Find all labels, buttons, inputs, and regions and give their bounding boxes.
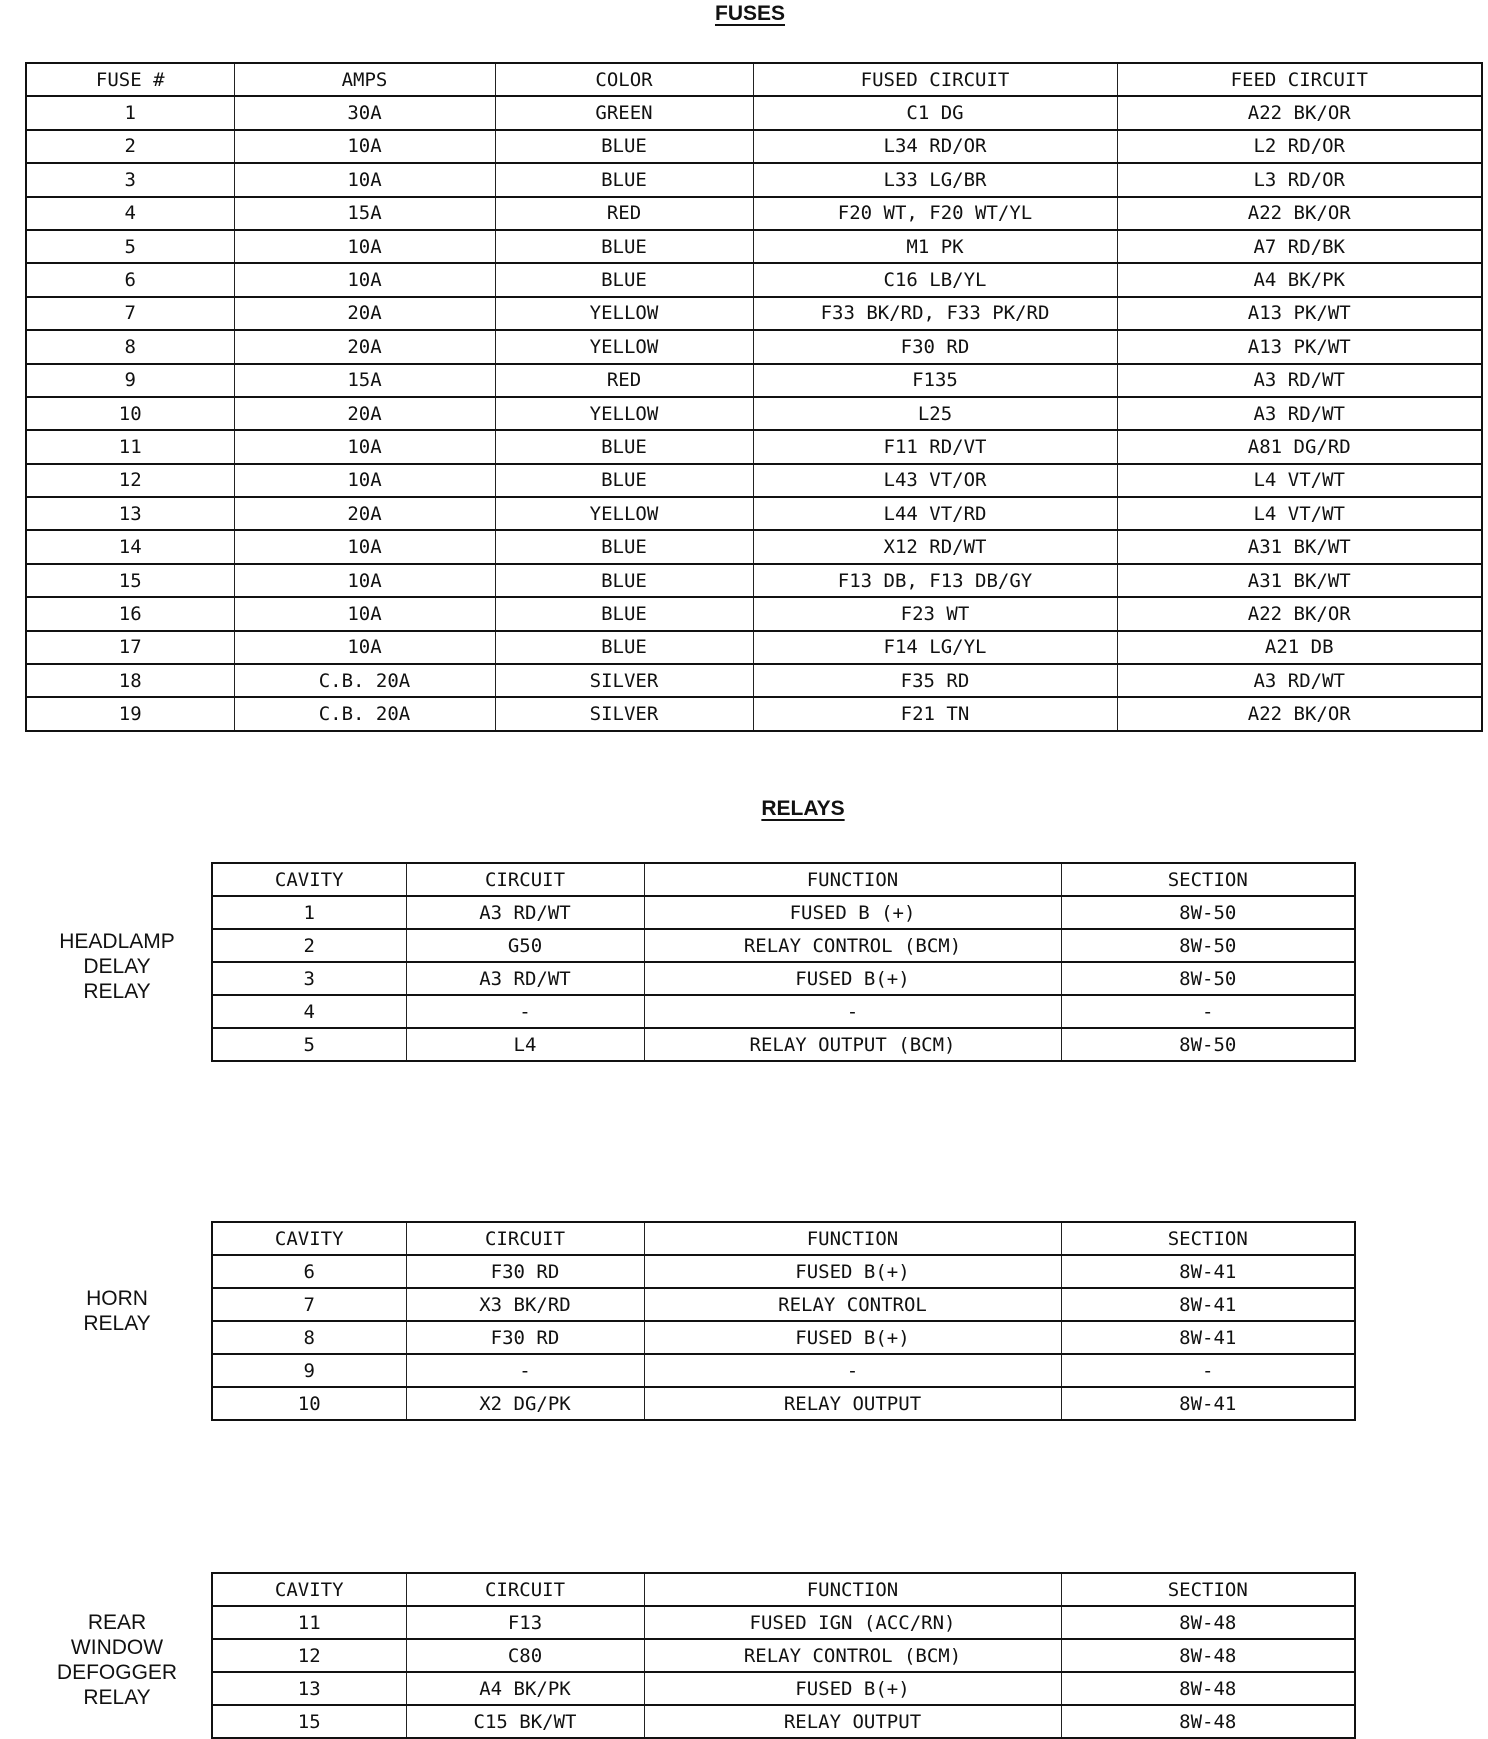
relay-cavity-cell: 11 (212, 1606, 406, 1639)
fuse-row (26, 297, 1482, 330)
relay-circuit-cell: - (406, 1354, 644, 1387)
relays-title: RELAYS (761, 797, 845, 820)
feed-circuit-cell: A22 BK/OR (1117, 697, 1482, 730)
relay-function-cell: FUSED B(+) (644, 1672, 1061, 1705)
fuse-amps-cell: 10A (234, 564, 495, 597)
fuse-row (26, 664, 1482, 697)
fuse-amps-cell: 10A (234, 597, 495, 630)
label-line: WINDOW (70, 1636, 164, 1659)
fuse-row (26, 197, 1482, 230)
fuses-col-amps: AMPS (234, 63, 495, 96)
fuses-table (25, 62, 1483, 732)
relay-section-cell: 8W-48 (1061, 1639, 1355, 1672)
feed-circuit-cell: A13 PK/WT (1117, 330, 1482, 363)
fuse-amps-cell: 10A (234, 230, 495, 263)
fuse-amps-cell: 10A (234, 430, 495, 463)
relay-circuit-cell: A3 RD/WT (406, 896, 644, 929)
fuse-amps-cell: C.B. 20A (234, 697, 495, 730)
relay-col-function: FUNCTION (644, 1573, 1061, 1606)
fuse-amps-cell: 10A (234, 263, 495, 296)
fuse-amps-cell: 10A (234, 631, 495, 664)
fused-circuit-cell: F35 RD (753, 664, 1117, 697)
feed-circuit-cell: A3 RD/WT (1117, 397, 1482, 430)
label-line: RELAY (83, 1686, 151, 1709)
fuse-row (26, 364, 1482, 397)
horn-relay-table (211, 1221, 1356, 1421)
fuse-amps-cell: 20A (234, 330, 495, 363)
relay-section-cell: 8W-50 (1061, 1028, 1355, 1061)
relay-section-cell: 8W-48 (1061, 1705, 1355, 1738)
fuse-color-cell: BLUE (495, 263, 753, 296)
fuse-number-cell: 4 (26, 197, 234, 230)
fuse-row (26, 130, 1482, 163)
fused-circuit-cell: F33 BK/RD, F33 PK/RD (753, 297, 1117, 330)
fuse-number-cell: 10 (26, 397, 234, 430)
relay-col-cavity: CAVITY (212, 1573, 406, 1606)
fused-circuit-cell: L44 VT/RD (753, 497, 1117, 530)
relay-function-cell: - (644, 995, 1061, 1028)
relay-circuit-cell: A4 BK/PK (406, 1672, 644, 1705)
fuse-number-cell: 9 (26, 364, 234, 397)
relay-row (212, 962, 1355, 995)
feed-circuit-cell: A3 RD/WT (1117, 664, 1482, 697)
feed-circuit-cell: A22 BK/OR (1117, 197, 1482, 230)
headlamp-delay-relay-table (211, 862, 1356, 1062)
fuse-row (26, 464, 1482, 497)
feed-circuit-cell: A22 BK/OR (1117, 96, 1482, 129)
fuses-title: FUSES (714, 2, 786, 25)
relay-cavity-cell: 12 (212, 1639, 406, 1672)
relay-col-cavity: CAVITY (212, 1222, 406, 1255)
fuse-number-cell: 17 (26, 631, 234, 664)
feed-circuit-cell: A22 BK/OR (1117, 597, 1482, 630)
relay-col-section: SECTION (1061, 1222, 1355, 1255)
fuse-number-cell: 6 (26, 263, 234, 296)
fuse-number-cell: 12 (26, 464, 234, 497)
feed-circuit-cell: A31 BK/WT (1117, 564, 1482, 597)
relay-circuit-cell: G50 (406, 929, 644, 962)
relay-row (212, 1606, 1355, 1639)
feed-circuit-cell: L2 RD/OR (1117, 130, 1482, 163)
fuse-number-cell: 11 (26, 430, 234, 463)
fuse-number-cell: 2 (26, 130, 234, 163)
relay-section-cell: 8W-50 (1061, 962, 1355, 995)
fuse-amps-cell: 20A (234, 397, 495, 430)
fuses-body (26, 96, 1482, 730)
fuse-color-cell: YELLOW (495, 497, 753, 530)
fuse-color-cell: BLUE (495, 464, 753, 497)
fuse-amps-cell: 10A (234, 163, 495, 196)
fuse-number-cell: 19 (26, 697, 234, 730)
fuse-row (26, 263, 1482, 296)
relay-function-cell: RELAY CONTROL (BCM) (644, 929, 1061, 962)
relay-function-cell: RELAY OUTPUT (BCM) (644, 1028, 1061, 1061)
relay-cavity-cell: 1 (212, 896, 406, 929)
relay-cavity-cell: 4 (212, 995, 406, 1028)
relay-circuit-cell: L4 (406, 1028, 644, 1061)
fuse-number-cell: 16 (26, 597, 234, 630)
relay-function-cell: FUSED IGN (ACC/RN) (644, 1606, 1061, 1639)
fuse-amps-cell: 15A (234, 364, 495, 397)
fused-circuit-cell: F11 RD/VT (753, 430, 1117, 463)
fuse-color-cell: RED (495, 197, 753, 230)
relay-row (212, 1705, 1355, 1738)
fused-circuit-cell: L34 RD/OR (753, 130, 1117, 163)
fuse-color-cell: SILVER (495, 697, 753, 730)
fuse-row (26, 330, 1482, 363)
fused-circuit-cell: F135 (753, 364, 1117, 397)
relay-row (212, 896, 1355, 929)
relay-section-cell: 8W-48 (1061, 1672, 1355, 1705)
rear-window-defogger-relay-table (211, 1572, 1356, 1739)
fused-circuit-cell: L25 (753, 397, 1117, 430)
feed-circuit-cell: L4 VT/WT (1117, 464, 1482, 497)
fuse-row (26, 597, 1482, 630)
relay-section-cell: 8W-41 (1061, 1387, 1355, 1420)
relay-cavity-cell: 6 (212, 1255, 406, 1288)
fuse-number-cell: 13 (26, 497, 234, 530)
feed-circuit-cell: A3 RD/WT (1117, 364, 1482, 397)
relay-section-cell: - (1061, 995, 1355, 1028)
relay-function-cell: RELAY CONTROL (BCM) (644, 1639, 1061, 1672)
relay-section-cell: 8W-41 (1061, 1255, 1355, 1288)
relay-col-section: SECTION (1061, 863, 1355, 896)
fuse-row (26, 631, 1482, 664)
fuse-number-cell: 18 (26, 664, 234, 697)
relay-col-cavity: CAVITY (212, 863, 406, 896)
label-line: HORN (86, 1287, 148, 1310)
fused-circuit-cell: C1 DG (753, 96, 1117, 129)
relay-row (212, 1321, 1355, 1354)
relay-row (212, 1255, 1355, 1288)
relay-section-cell: 8W-41 (1061, 1321, 1355, 1354)
relay-row (212, 1387, 1355, 1420)
fuses-col-fused-circuit: FUSED CIRCUIT (753, 63, 1117, 96)
fuse-color-cell: BLUE (495, 631, 753, 664)
relay-row (212, 929, 1355, 962)
fuse-row (26, 497, 1482, 530)
fuse-row (26, 230, 1482, 263)
horn-relay-label (17, 1286, 217, 1336)
fuse-row (26, 430, 1482, 463)
relay-header-row (212, 1222, 1355, 1255)
fuse-amps-cell: 15A (234, 197, 495, 230)
relay-cavity-cell: 9 (212, 1354, 406, 1387)
label-line: REAR (87, 1611, 147, 1634)
fuses-col-feed-circuit: FEED CIRCUIT (1117, 63, 1482, 96)
fuse-amps-cell: 20A (234, 297, 495, 330)
feed-circuit-cell: A81 DG/RD (1117, 430, 1482, 463)
fused-circuit-cell: F30 RD (753, 330, 1117, 363)
fuse-color-cell: YELLOW (495, 397, 753, 430)
fuse-number-cell: 15 (26, 564, 234, 597)
fuse-amps-cell: C.B. 20A (234, 664, 495, 697)
relay-row (212, 1028, 1355, 1061)
fused-circuit-cell: L33 LG/BR (753, 163, 1117, 196)
relay-cavity-cell: 2 (212, 929, 406, 962)
relay-cavity-cell: 15 (212, 1705, 406, 1738)
label-line: RELAY (83, 980, 151, 1003)
relay-function-cell: FUSED B(+) (644, 962, 1061, 995)
relay-circuit-cell: C15 BK/WT (406, 1705, 644, 1738)
relay-section-cell: 8W-48 (1061, 1606, 1355, 1639)
relay-circuit-cell: X3 BK/RD (406, 1288, 644, 1321)
relay-function-cell: RELAY OUTPUT (644, 1387, 1061, 1420)
fuse-row (26, 697, 1482, 730)
fuse-color-cell: BLUE (495, 130, 753, 163)
relay-function-cell: RELAY CONTROL (644, 1288, 1061, 1321)
feed-circuit-cell: A21 DB (1117, 631, 1482, 664)
fuse-color-cell: BLUE (495, 163, 753, 196)
relay-header-row (212, 863, 1355, 896)
relay-circuit-cell: F30 RD (406, 1255, 644, 1288)
relay-section-cell: 8W-50 (1061, 929, 1355, 962)
relay-col-circuit: CIRCUIT (406, 863, 644, 896)
relay-cavity-cell: 7 (212, 1288, 406, 1321)
relay-cavity-cell: 5 (212, 1028, 406, 1061)
relay-section-cell: - (1061, 1354, 1355, 1387)
label-line: DEFOGGER (56, 1661, 178, 1684)
relay-cavity-cell: 3 (212, 962, 406, 995)
fuse-color-cell: YELLOW (495, 330, 753, 363)
feed-circuit-cell: A31 BK/WT (1117, 530, 1482, 563)
fuse-color-cell: GREEN (495, 96, 753, 129)
feed-circuit-cell: A4 BK/PK (1117, 263, 1482, 296)
relay-section-cell: 8W-41 (1061, 1288, 1355, 1321)
fused-circuit-cell: F13 DB, F13 DB/GY (753, 564, 1117, 597)
fuse-color-cell: RED (495, 364, 753, 397)
relay-col-section: SECTION (1061, 1573, 1355, 1606)
fuse-color-cell: BLUE (495, 597, 753, 630)
relay-row (212, 1288, 1355, 1321)
relay-circuit-cell: A3 RD/WT (406, 962, 644, 995)
fuse-number-cell: 8 (26, 330, 234, 363)
fuse-row (26, 564, 1482, 597)
relay-cavity-cell: 13 (212, 1672, 406, 1705)
fuse-amps-cell: 30A (234, 96, 495, 129)
fuses-header-row (26, 63, 1482, 96)
feed-circuit-cell: L4 VT/WT (1117, 497, 1482, 530)
relay-col-circuit: CIRCUIT (406, 1222, 644, 1255)
relay-row (212, 995, 1355, 1028)
fuse-number-cell: 14 (26, 530, 234, 563)
rear-window-defogger-relay-label (17, 1610, 217, 1710)
fuse-color-cell: YELLOW (495, 297, 753, 330)
relay-circuit-cell: - (406, 995, 644, 1028)
rear-window-defogger-relay-body (212, 1606, 1355, 1738)
fused-circuit-cell: X12 RD/WT (753, 530, 1117, 563)
fuse-row (26, 397, 1482, 430)
fused-circuit-cell: L43 VT/OR (753, 464, 1117, 497)
fused-circuit-cell: M1 PK (753, 230, 1117, 263)
fuse-color-cell: SILVER (495, 664, 753, 697)
relay-row (212, 1639, 1355, 1672)
feed-circuit-cell: L3 RD/OR (1117, 163, 1482, 196)
fuse-number-cell: 3 (26, 163, 234, 196)
relay-col-function: FUNCTION (644, 1222, 1061, 1255)
feed-circuit-cell: A13 PK/WT (1117, 297, 1482, 330)
relay-cavity-cell: 8 (212, 1321, 406, 1354)
label-line: DELAY (83, 955, 151, 978)
relay-function-cell: FUSED B(+) (644, 1255, 1061, 1288)
fuse-amps-cell: 10A (234, 530, 495, 563)
relay-function-cell: FUSED B (+) (644, 896, 1061, 929)
fused-circuit-cell: C16 LB/YL (753, 263, 1117, 296)
fuse-amps-cell: 10A (234, 130, 495, 163)
relay-circuit-cell: F13 (406, 1606, 644, 1639)
relay-col-circuit: CIRCUIT (406, 1573, 644, 1606)
relay-function-cell: - (644, 1354, 1061, 1387)
headlamp-delay-relay-label (17, 929, 217, 1004)
fuses-col-fuse: FUSE # (26, 63, 234, 96)
fuse-number-cell: 7 (26, 297, 234, 330)
label-line: RELAY (83, 1312, 151, 1335)
label-line: HEADLAMP (59, 930, 175, 953)
fused-circuit-cell: F20 WT, F20 WT/YL (753, 197, 1117, 230)
fused-circuit-cell: F14 LG/YL (753, 631, 1117, 664)
relay-function-cell: FUSED B(+) (644, 1321, 1061, 1354)
headlamp-delay-relay-body (212, 896, 1355, 1061)
fuse-row (26, 96, 1482, 129)
fuse-row (26, 530, 1482, 563)
fuse-number-cell: 5 (26, 230, 234, 263)
relay-row (212, 1672, 1355, 1705)
horn-relay-body (212, 1255, 1355, 1420)
feed-circuit-cell: A7 RD/BK (1117, 230, 1482, 263)
relay-circuit-cell: X2 DG/PK (406, 1387, 644, 1420)
relay-cavity-cell: 10 (212, 1387, 406, 1420)
fuse-color-cell: BLUE (495, 530, 753, 563)
fuse-color-cell: BLUE (495, 430, 753, 463)
fuse-amps-cell: 20A (234, 497, 495, 530)
fuses-col-color: COLOR (495, 63, 753, 96)
fuse-color-cell: BLUE (495, 564, 753, 597)
fuse-amps-cell: 10A (234, 464, 495, 497)
relay-col-function: FUNCTION (644, 863, 1061, 896)
relay-circuit-cell: C80 (406, 1639, 644, 1672)
relay-section-cell: 8W-50 (1061, 896, 1355, 929)
fuse-color-cell: BLUE (495, 230, 753, 263)
fuse-row (26, 163, 1482, 196)
relay-function-cell: RELAY OUTPUT (644, 1705, 1061, 1738)
fused-circuit-cell: F21 TN (753, 697, 1117, 730)
fused-circuit-cell: F23 WT (753, 597, 1117, 630)
relay-circuit-cell: F30 RD (406, 1321, 644, 1354)
relay-header-row (212, 1573, 1355, 1606)
fuse-number-cell: 1 (26, 96, 234, 129)
relay-row (212, 1354, 1355, 1387)
